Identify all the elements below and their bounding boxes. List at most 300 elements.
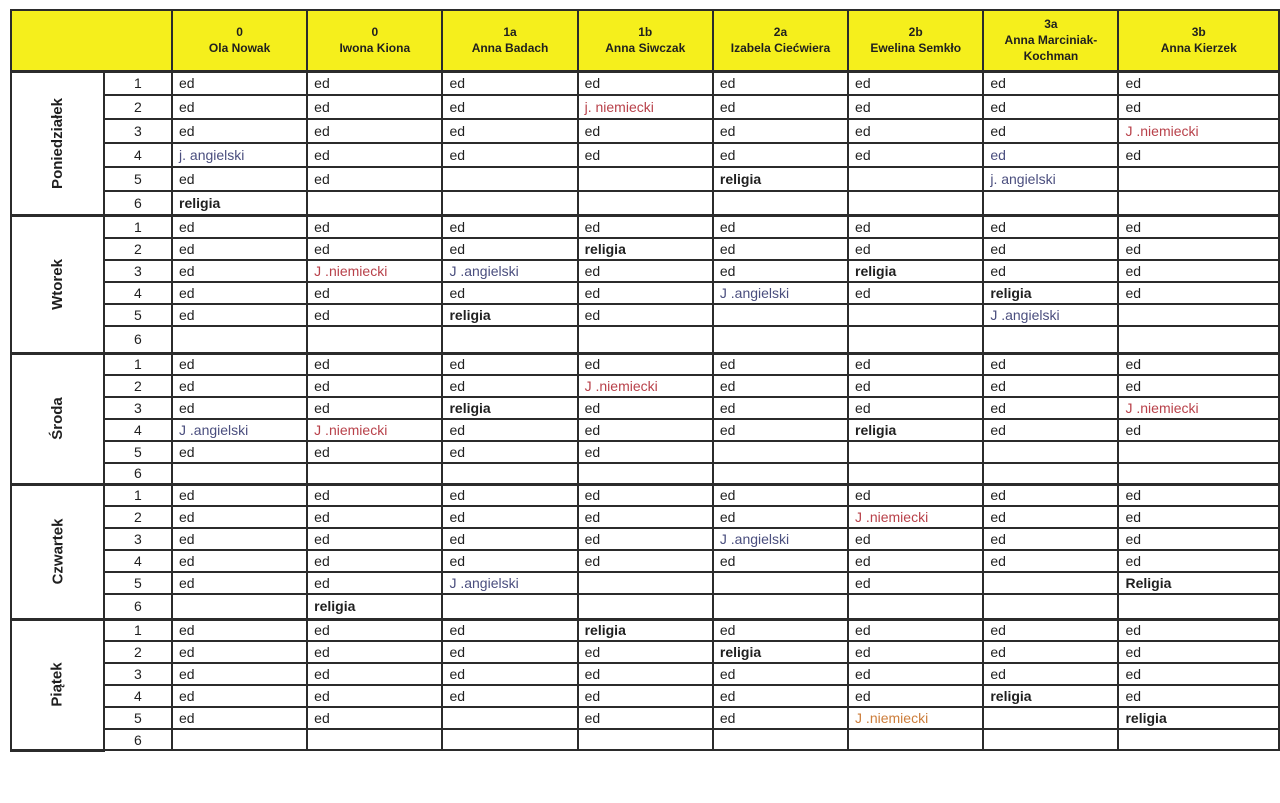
class-name: 0 [236, 25, 243, 40]
day-label-cell [11, 71, 104, 215]
lesson-text: ed [179, 710, 195, 726]
lesson-cell [442, 528, 577, 550]
lesson-text: ed [449, 218, 466, 235]
period-number: 4 [104, 419, 172, 441]
lesson-text: ed [990, 378, 1006, 394]
period-row [11, 484, 1279, 506]
period-row [11, 550, 1279, 572]
lesson-text: ed [584, 263, 601, 279]
lesson-cell [983, 95, 1118, 119]
period-number: 3 [104, 260, 172, 282]
lesson-cell [442, 663, 577, 685]
lesson-cell [1118, 707, 1279, 729]
lesson-text: ed [719, 147, 736, 163]
lesson-cell [1118, 663, 1279, 685]
lesson-cell [1118, 484, 1279, 506]
period-number: 2 [104, 375, 172, 397]
lesson-cell [307, 572, 442, 594]
period-row [11, 353, 1279, 375]
period-row [11, 304, 1279, 326]
day-name: Poniedziałek [48, 97, 66, 189]
lesson-text: ed [179, 123, 195, 139]
lesson-cell [1118, 191, 1279, 215]
period-row [11, 282, 1279, 304]
lesson-cell [172, 215, 307, 238]
lesson-cell [172, 191, 307, 215]
lesson-text: j. angielski [179, 147, 245, 163]
lesson-cell [983, 375, 1118, 397]
lesson-text: ed [179, 171, 195, 187]
lesson-text: J .angielski [719, 531, 790, 547]
class-header [848, 10, 983, 71]
period-number: 6 [104, 729, 172, 750]
lesson-cell [848, 215, 983, 238]
day-label-cell [11, 353, 104, 484]
lesson-cell [578, 167, 713, 191]
lesson-cell [713, 353, 848, 375]
lesson-text: religia [449, 307, 491, 323]
lesson-text: ed [314, 487, 330, 504]
lesson-cell [848, 326, 983, 353]
lesson-cell [983, 663, 1118, 685]
lesson-cell [848, 95, 983, 119]
lesson-cell [713, 506, 848, 528]
lesson-cell [1118, 441, 1279, 463]
lesson-text: ed [584, 400, 601, 416]
class-header [1118, 10, 1279, 71]
period-row [11, 663, 1279, 685]
lesson-text: ed [990, 75, 1006, 92]
lesson-cell [307, 484, 442, 506]
lesson-text: ed [855, 644, 871, 660]
lesson-cell [983, 397, 1118, 419]
lesson-text: ed [1125, 218, 1142, 235]
lesson-text: ed [719, 666, 736, 682]
lesson-cell [172, 641, 307, 663]
lesson-text: ed [179, 218, 195, 235]
lesson-cell [983, 326, 1118, 353]
lesson-text: J .angielski [179, 422, 249, 438]
lesson-text: ed [314, 444, 330, 460]
lesson-cell [442, 282, 577, 304]
teacher-name: Ewelina Semkło [870, 41, 962, 56]
lesson-cell [442, 353, 577, 375]
lesson-cell [1118, 641, 1279, 663]
lesson-text: ed [179, 400, 195, 416]
lesson-text: ed [584, 553, 601, 569]
lesson-cell [578, 484, 713, 506]
lesson-text: ed [449, 531, 466, 547]
lesson-text: ed [179, 285, 195, 301]
lesson-cell [713, 119, 848, 143]
lesson-text: ed [179, 553, 195, 569]
period-number: 4 [104, 282, 172, 304]
lesson-cell [1118, 304, 1279, 326]
lesson-text: ed [179, 575, 195, 591]
period-row [11, 191, 1279, 215]
lesson-cell [307, 191, 442, 215]
lesson-cell [307, 71, 442, 95]
lesson-cell [172, 397, 307, 419]
lesson-cell [848, 397, 983, 419]
lesson-cell [172, 619, 307, 641]
lesson-cell [307, 528, 442, 550]
lesson-text: ed [1125, 509, 1142, 525]
class-header [172, 10, 307, 71]
lesson-text: J .niemiecki [855, 710, 929, 726]
class-name: 1b [638, 25, 653, 40]
lesson-text: ed [990, 553, 1006, 569]
lesson-cell [307, 95, 442, 119]
day-name: Czwartek [48, 518, 66, 585]
day-label-cell [11, 619, 104, 750]
period-number: 2 [104, 506, 172, 528]
period-number: 5 [104, 441, 172, 463]
lesson-cell [848, 594, 983, 619]
lesson-text: ed [449, 553, 466, 569]
lesson-text: ed [719, 241, 736, 257]
lesson-cell [578, 685, 713, 707]
lesson-cell [172, 594, 307, 619]
lesson-cell [983, 143, 1118, 167]
lesson-cell [307, 707, 442, 729]
lesson-cell [578, 528, 713, 550]
lesson-cell [713, 326, 848, 353]
class-header [442, 10, 577, 71]
lesson-cell [578, 238, 713, 260]
lesson-cell [578, 215, 713, 238]
lesson-cell [442, 304, 577, 326]
period-number: 3 [104, 397, 172, 419]
lesson-cell [442, 685, 577, 707]
lesson-cell [848, 484, 983, 506]
lesson-cell [848, 419, 983, 441]
lesson-cell [307, 353, 442, 375]
lesson-cell [713, 641, 848, 663]
period-row [11, 215, 1279, 238]
lesson-text: ed [584, 444, 601, 460]
lesson-cell [307, 463, 442, 484]
lesson-text: ed [855, 688, 871, 704]
lesson-text: ed [449, 422, 466, 438]
lesson-text: ed [584, 688, 601, 704]
lesson-cell [172, 282, 307, 304]
lesson-text: ed [719, 509, 736, 525]
lesson-cell [1118, 71, 1279, 95]
lesson-cell [983, 594, 1118, 619]
lesson-text: ed [855, 241, 871, 257]
lesson-cell [848, 71, 983, 95]
lesson-text: ed [1125, 75, 1142, 92]
lesson-cell [1118, 282, 1279, 304]
lesson-cell [1118, 353, 1279, 375]
lesson-text: ed [1125, 666, 1142, 682]
lesson-cell [172, 71, 307, 95]
lesson-text: ed [855, 666, 871, 682]
lesson-text: ed [179, 444, 195, 460]
lesson-cell [307, 594, 442, 619]
lesson-text: ed [719, 487, 736, 504]
period-row [11, 594, 1279, 619]
day-name: Wtorek [48, 258, 66, 310]
lesson-cell [1118, 506, 1279, 528]
lesson-text: ed [179, 378, 195, 394]
lesson-cell [442, 238, 577, 260]
lesson-text: ed [314, 378, 330, 394]
lesson-cell [578, 506, 713, 528]
lesson-cell [713, 191, 848, 215]
lesson-text: ed [314, 123, 330, 139]
period-number: 1 [104, 619, 172, 641]
lesson-text: J .niemiecki [584, 378, 658, 394]
lesson-text: ed [449, 123, 466, 139]
lesson-text: ed [990, 400, 1006, 416]
period-number: 5 [104, 304, 172, 326]
period-row [11, 119, 1279, 143]
lesson-text: ed [1125, 263, 1142, 279]
lesson-text: ed [584, 285, 601, 301]
lesson-text: ed [314, 622, 330, 639]
period-row [11, 419, 1279, 441]
lesson-cell [442, 572, 577, 594]
lesson-text: ed [449, 378, 466, 394]
period-number: 4 [104, 143, 172, 167]
lesson-cell [1118, 167, 1279, 191]
lesson-text: ed [179, 99, 195, 115]
lesson-cell [442, 260, 577, 282]
lesson-text: ed [719, 422, 736, 438]
period-row [11, 167, 1279, 191]
lesson-cell [848, 260, 983, 282]
lesson-cell [307, 143, 442, 167]
period-number: 2 [104, 95, 172, 119]
lesson-cell [578, 397, 713, 419]
lesson-text: ed [314, 218, 330, 235]
lesson-cell [578, 707, 713, 729]
lesson-cell [307, 419, 442, 441]
lesson-text: ed [990, 218, 1006, 235]
lesson-text: ed [179, 622, 195, 639]
lesson-cell [172, 419, 307, 441]
lesson-cell [578, 419, 713, 441]
lesson-text: J .niemiecki [314, 422, 388, 438]
lesson-cell [172, 95, 307, 119]
lesson-text: ed [314, 75, 330, 92]
lesson-text: ed [314, 171, 330, 187]
lesson-cell [578, 191, 713, 215]
lesson-text: ed [584, 307, 601, 323]
lesson-text: Religia [1125, 575, 1172, 591]
lesson-cell [442, 326, 577, 353]
lesson-cell [442, 191, 577, 215]
lesson-cell [1118, 572, 1279, 594]
lesson-text: ed [314, 644, 330, 660]
lesson-cell [983, 167, 1118, 191]
class-name: 2a [773, 25, 788, 40]
lesson-text: ed [179, 263, 195, 279]
lesson-cell [307, 238, 442, 260]
lesson-cell [848, 238, 983, 260]
lesson-cell [172, 238, 307, 260]
lesson-cell [1118, 550, 1279, 572]
lesson-cell [983, 619, 1118, 641]
lesson-text: ed [1125, 487, 1142, 504]
lesson-cell [848, 191, 983, 215]
lesson-cell [1118, 143, 1279, 167]
lesson-text: ed [584, 75, 601, 92]
lesson-cell [578, 71, 713, 95]
period-number: 3 [104, 663, 172, 685]
lesson-text: ed [314, 99, 330, 115]
lesson-cell [713, 304, 848, 326]
lesson-cell [983, 572, 1118, 594]
lesson-cell [1118, 619, 1279, 641]
lesson-text: religia [584, 622, 626, 639]
lesson-text: ed [449, 75, 466, 92]
lesson-cell [848, 663, 983, 685]
lesson-text: J .niemiecki [314, 263, 388, 279]
lesson-cell [713, 729, 848, 750]
period-row [11, 238, 1279, 260]
lesson-cell [578, 260, 713, 282]
period-row [11, 260, 1279, 282]
lesson-text: ed [855, 400, 871, 416]
lesson-cell [442, 419, 577, 441]
lesson-cell [307, 619, 442, 641]
lesson-cell [713, 528, 848, 550]
lesson-cell [983, 550, 1118, 572]
lesson-cell [713, 685, 848, 707]
lesson-text: ed [179, 356, 195, 373]
lesson-cell [307, 641, 442, 663]
teacher-name: Iwona Kiona [339, 41, 411, 56]
corner-cell [11, 10, 172, 71]
lesson-cell [848, 729, 983, 750]
lesson-cell [1118, 215, 1279, 238]
lesson-text: ed [1125, 147, 1142, 163]
lesson-cell [713, 143, 848, 167]
lesson-text: ed [449, 622, 466, 639]
lesson-cell [848, 353, 983, 375]
lesson-text: J .angielski [449, 575, 519, 591]
lesson-cell [307, 397, 442, 419]
period-row [11, 729, 1279, 750]
class-name: 3b [1191, 25, 1206, 40]
lesson-text: ed [719, 99, 736, 115]
lesson-text: ed [1125, 241, 1142, 257]
lesson-cell [983, 353, 1118, 375]
lesson-cell [848, 641, 983, 663]
lesson-text: ed [179, 241, 195, 257]
lesson-text: ed [990, 666, 1006, 682]
lesson-cell [442, 506, 577, 528]
lesson-text: ed [1125, 622, 1142, 639]
lesson-text: ed [584, 123, 601, 139]
lesson-cell [578, 663, 713, 685]
class-name: 3a [1044, 16, 1058, 31]
lesson-text: ed [449, 147, 466, 163]
period-number: 6 [104, 326, 172, 353]
lesson-text: ed [719, 553, 736, 569]
lesson-text: ed [990, 531, 1006, 547]
lesson-cell [172, 353, 307, 375]
lesson-text: religia [855, 422, 897, 438]
lesson-cell [307, 729, 442, 750]
lesson-cell [578, 143, 713, 167]
lesson-text: ed [1125, 688, 1142, 704]
lesson-cell [578, 463, 713, 484]
lesson-cell [983, 304, 1118, 326]
lesson-text: J .angielski [990, 307, 1060, 323]
lesson-cell [848, 685, 983, 707]
lesson-text: ed [314, 666, 330, 682]
lesson-text: ed [314, 147, 330, 163]
lesson-text: ed [719, 400, 736, 416]
lesson-cell [983, 484, 1118, 506]
lesson-text: ed [1125, 285, 1142, 301]
period-number: 4 [104, 685, 172, 707]
lesson-cell [713, 71, 848, 95]
period-number: 2 [104, 238, 172, 260]
lesson-cell [172, 441, 307, 463]
period-row [11, 441, 1279, 463]
lesson-cell [172, 260, 307, 282]
lesson-text: ed [719, 218, 736, 235]
lesson-cell [442, 594, 577, 619]
lesson-text: ed [990, 147, 1006, 163]
lesson-text: ed [990, 356, 1006, 373]
lesson-cell [578, 282, 713, 304]
period-row [11, 506, 1279, 528]
lesson-cell [442, 143, 577, 167]
lesson-cell [1118, 326, 1279, 353]
lesson-text: J .angielski [449, 263, 519, 279]
lesson-text: ed [719, 688, 736, 704]
lesson-cell [983, 260, 1118, 282]
lesson-text: ed [719, 378, 736, 394]
lesson-cell [172, 167, 307, 191]
lesson-cell [848, 528, 983, 550]
lesson-text: ed [855, 99, 871, 115]
period-row [11, 95, 1279, 119]
lesson-text: ed [314, 575, 330, 591]
lesson-cell [713, 441, 848, 463]
lesson-cell [848, 441, 983, 463]
lesson-cell [307, 282, 442, 304]
lesson-cell [848, 304, 983, 326]
lesson-cell [578, 729, 713, 750]
lesson-cell [983, 707, 1118, 729]
lesson-cell [172, 729, 307, 750]
lesson-cell [578, 326, 713, 353]
class-name: 1a [503, 25, 517, 40]
lesson-cell [442, 71, 577, 95]
lesson-cell [442, 375, 577, 397]
lesson-text: religia [179, 194, 221, 211]
lesson-cell [848, 572, 983, 594]
lesson-cell [1118, 238, 1279, 260]
lesson-text: ed [855, 378, 871, 394]
lesson-cell [442, 215, 577, 238]
lesson-cell [713, 238, 848, 260]
lesson-text: ed [179, 487, 195, 504]
lesson-text: ed [584, 147, 601, 163]
lesson-cell [983, 282, 1118, 304]
lesson-cell [848, 119, 983, 143]
lesson-cell [307, 260, 442, 282]
period-number: 6 [104, 594, 172, 619]
lesson-cell [983, 238, 1118, 260]
